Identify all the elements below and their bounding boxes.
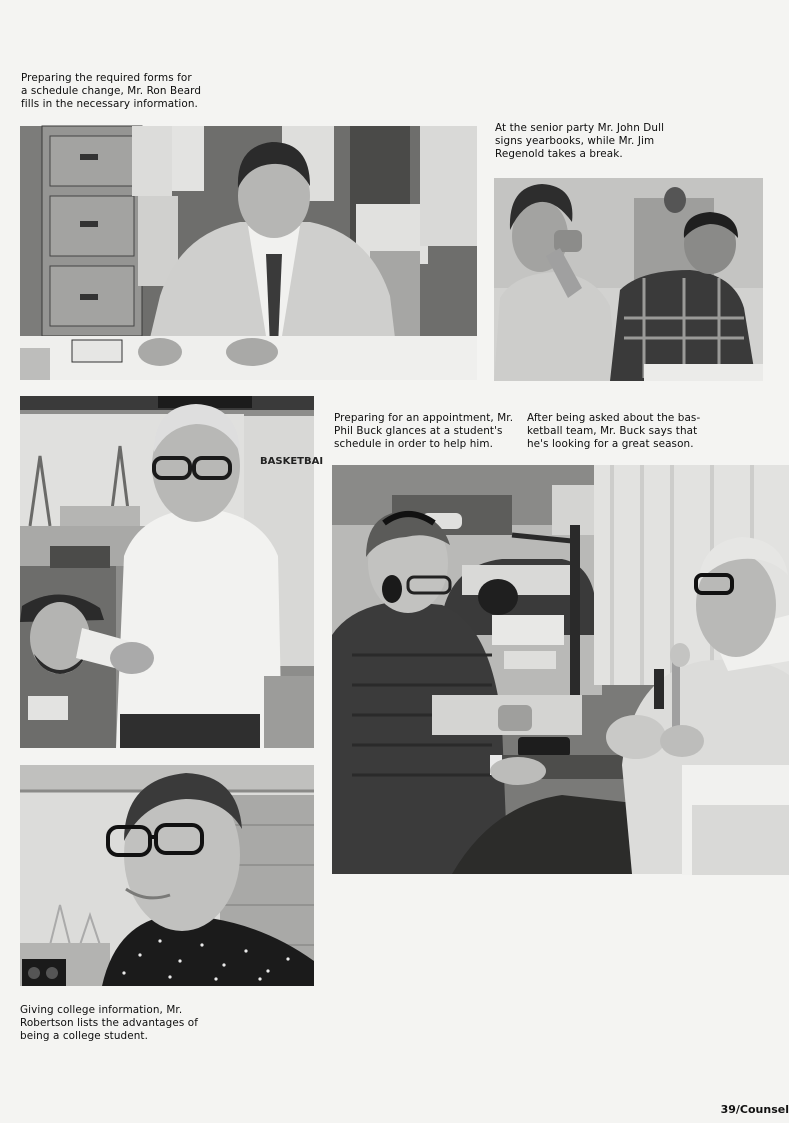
caption-line: fills in the necessary information. <box>21 98 198 110</box>
photo-mr-robertson <box>20 765 314 986</box>
photo-ron-beard-desk <box>20 126 477 380</box>
caption-line: Giving college information, Mr. <box>20 1004 183 1016</box>
page-folio: 39/Counsel <box>720 1103 789 1116</box>
caption-line: Preparing for an appointment, Mr. <box>334 412 514 424</box>
caption-line: ketball team, Mr. Buck says that <box>527 425 698 437</box>
photo-senior-party <box>494 178 763 381</box>
caption-buck-radio <box>527 412 700 451</box>
photo-radio-interview <box>332 465 789 874</box>
caption-ron-beard <box>21 72 201 111</box>
caption-line: being a college student. <box>20 1030 148 1042</box>
caption-line: Regenold takes a break. <box>495 148 623 160</box>
caption-line: schedule in order to help him. <box>334 438 494 450</box>
caption-line: a schedule change, Mr. Ron Beard <box>21 85 202 97</box>
caption-buck-appointment <box>334 412 513 451</box>
caption-line: After being asked about the bas- <box>527 412 701 424</box>
caption-line: At the senior party Mr. John Dull <box>495 122 665 134</box>
caption-line: he's looking for a great season. <box>527 438 694 450</box>
caption-line: Phil Buck glances at a student's <box>334 425 503 437</box>
photo-phil-buck-schedule <box>20 396 324 748</box>
caption-john-dull <box>495 122 664 161</box>
caption-line: Robertson lists the advantages of <box>20 1017 198 1029</box>
caption-line: signs yearbooks, while Mr. Jim <box>495 135 655 147</box>
basketball-sign-text: BASKETBAI <box>260 456 324 467</box>
caption-robertson <box>20 1004 198 1043</box>
caption-line: Preparing the required forms for <box>21 72 192 84</box>
